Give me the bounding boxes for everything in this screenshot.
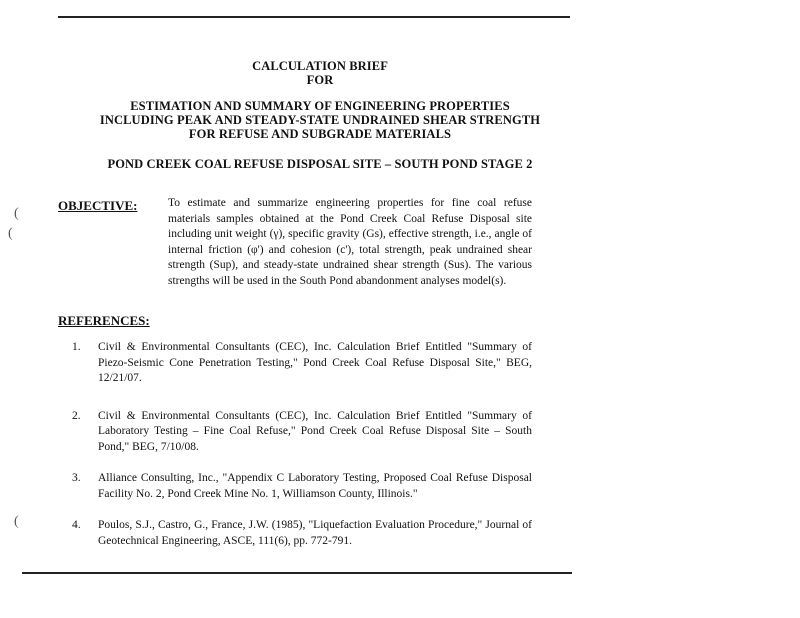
subject-line-2: INCLUDING PEAK AND STEADY-STATE UNDRAINED SHEAR STRENGTH [99,113,541,127]
reference-text: Civil & Environmental Consultants (CEC), Inc. Calculation Brief Entitled "Summary of Laboratory Testing – Fine Coal Refuse," Pond Creek Coal Refuse Disposal Site – South Pond," BEG, 7/10/08. [98,409,532,453]
subject-line-1: ESTIMATION AND SUMMARY OF ENGINEERING PROPERTIES [130,99,510,113]
punch-mark: ( [14,514,19,529]
reference-item [70,471,532,502]
reference-number: 4. [72,519,81,531]
reference-item [70,518,532,549]
reference-text: Alliance Consulting, Inc., "Appendix C Laboratory Testing, Proposed Coal Refuse Disposal Facility No. 2, Pond Creek Mine No. 1, Williamson County, Illinois." [98,472,532,500]
objective-text: To estimate and summarize engineering properties for fine coal refuse materials samples obtained at the Pond Creek Coal Refuse Disposal site including unit weight (γ), specific gravity (Gs), effective strength, i.e., angle of internal friction (φ') and cohesion (c'), total strength, peak undrained shear strength (Sup), and steady-state undrained shear strength (Sus). The various strengths will be used in the South Pond abandonment analyses model(s). [168,197,532,287]
reference-item [70,409,532,456]
subject-line-3: FOR REFUSE AND SUBGRADE MATERIALS [188,127,452,141]
reference-item [70,340,532,387]
reference-text: Poulos, S.J., Castro, G., France, J.W. (1985), "Liquefaction Evaluation Procedure," Journal of Geotechnical Engineering, ASCE, 111(6), pp. 772-791. [98,519,532,547]
punch-mark: ( [8,226,13,241]
reference-number: 3. [72,472,81,484]
bottom-rule [22,572,572,574]
objective-label: OBJECTIVE: [58,198,138,213]
top-rule [58,16,570,18]
site-title: POND CREEK COAL REFUSE DISPOSAL SITE – SOUTH POND STAGE 2 [107,157,533,171]
references-label: REFERENCES: [58,313,150,328]
title-line-2: FOR [306,73,334,87]
reference-number: 2. [72,409,81,422]
punch-mark: ( [14,206,19,221]
reference-number: 1. [72,341,81,353]
references-list [70,340,532,563]
title-line-1: CALCULATION BRIEF [252,59,388,73]
reference-text: Civil & Environmental Consultants (CEC), Inc. Calculation Brief Entitled "Summary of Piezo-Seismic Cone Penetration Testing," Pond Creek Coal Refuse Disposal Site," BEG, 12/21/07. [98,341,532,384]
